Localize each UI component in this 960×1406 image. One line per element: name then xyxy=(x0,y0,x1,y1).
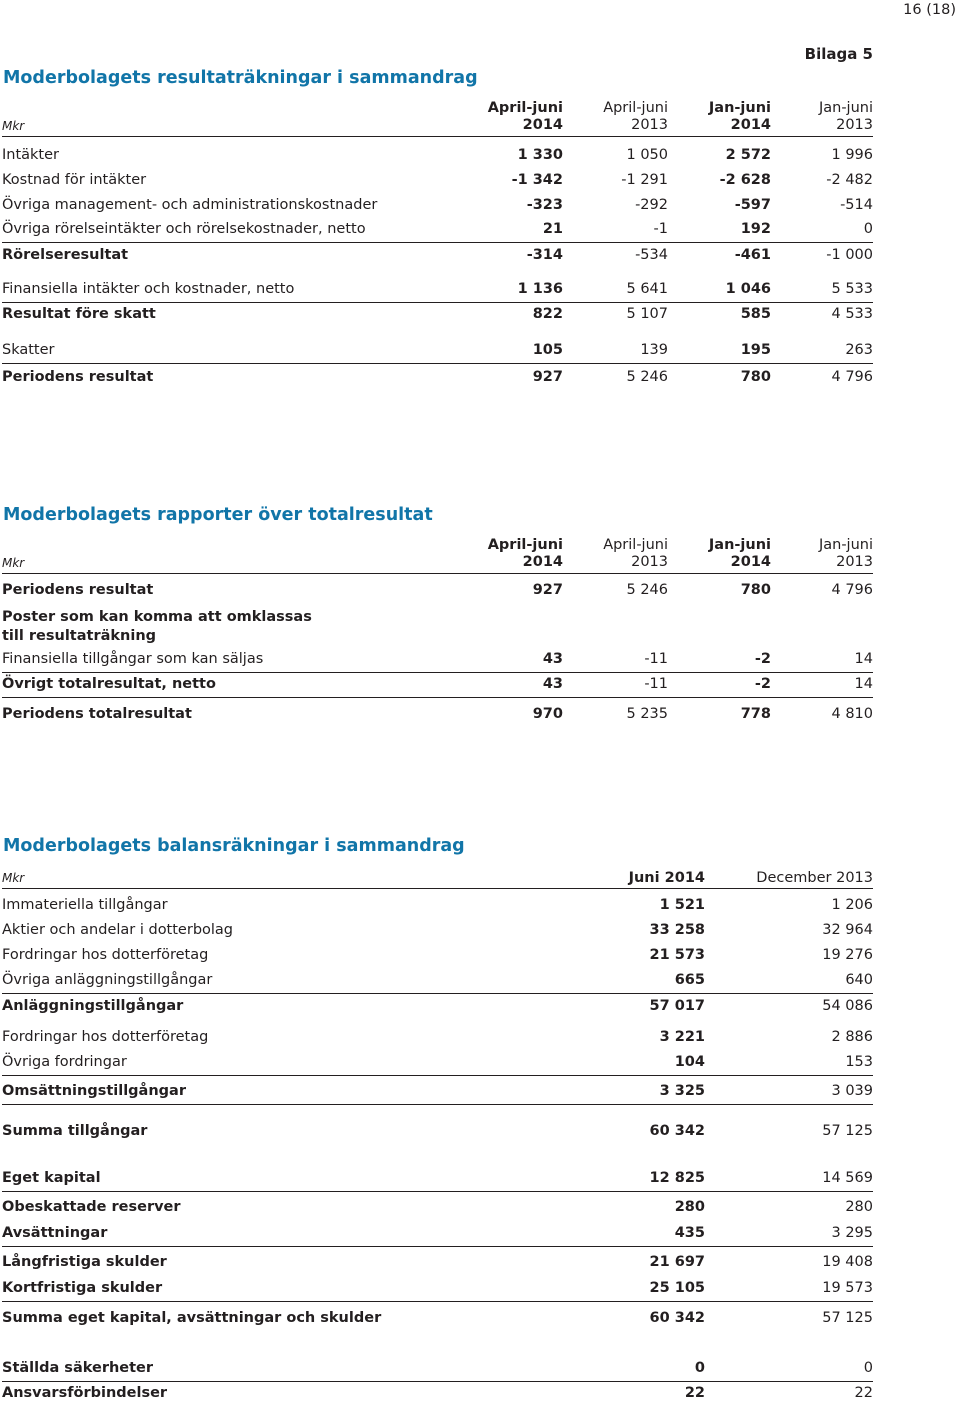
row-label: Rörelseresultat xyxy=(2,247,129,263)
cell: 1 046 xyxy=(725,281,771,297)
cell: 21 xyxy=(542,221,563,237)
cell: -11 xyxy=(644,676,668,692)
cell: -2 xyxy=(754,676,771,692)
row-label: Övriga fordringar xyxy=(2,1054,127,1070)
col-header: Juni 2014 xyxy=(628,870,705,886)
table-row xyxy=(2,1277,873,1302)
cell: 3 221 xyxy=(659,1029,705,1045)
col-header: April-juni 2013 xyxy=(603,537,668,570)
cell: -1 342 xyxy=(511,172,563,188)
table-row xyxy=(2,1357,873,1382)
cell: 60 342 xyxy=(649,1310,705,1326)
cell: 780 xyxy=(740,582,771,598)
cell: 153 xyxy=(845,1054,873,1070)
cell: 927 xyxy=(532,582,563,598)
cell: 0 xyxy=(863,221,873,237)
cell: 139 xyxy=(640,342,668,358)
row-label: Fordringar hos dotterföretag xyxy=(2,1029,209,1045)
cell: 22 xyxy=(854,1385,873,1401)
cell: -11 xyxy=(644,651,668,667)
col-header: April-juni 2014 xyxy=(487,100,563,133)
row-label: Resultat före skatt xyxy=(2,306,156,322)
row-label: Ställda säkerheter xyxy=(2,1360,154,1376)
cell: 14 569 xyxy=(822,1170,873,1186)
page-number: 16 (18) xyxy=(903,2,956,18)
row-label: Omsättningstillgångar xyxy=(2,1083,186,1099)
cell: 104 xyxy=(674,1054,705,1070)
row-label: Periodens resultat xyxy=(2,369,154,385)
cell: 3 039 xyxy=(831,1083,873,1099)
cell: 3 325 xyxy=(659,1083,705,1099)
cell: 57 125 xyxy=(822,1123,873,1139)
row-label: Summa eget kapital, avsättningar och skulder xyxy=(2,1310,382,1326)
balance-title: Moderbolagets balansräkningar i sammandrag xyxy=(3,836,465,856)
row-label: Immateriella tillgångar xyxy=(2,897,168,913)
row-label: Finansiella intäkter och kostnader, netto xyxy=(2,281,295,297)
cell: 105 xyxy=(532,342,563,358)
cell: 2 886 xyxy=(831,1029,873,1045)
cell: 14 xyxy=(854,651,873,667)
cell: 14 xyxy=(854,676,873,692)
row-label: Periodens resultat xyxy=(2,582,154,598)
table-row xyxy=(2,969,873,994)
row-label: Avsättningar xyxy=(2,1225,108,1241)
cell: 0 xyxy=(863,1360,873,1376)
table-row xyxy=(2,1251,873,1275)
balance-header xyxy=(2,864,873,889)
cell: 5 235 xyxy=(626,706,668,722)
cell: 1 050 xyxy=(626,147,668,163)
cell: 5 641 xyxy=(626,281,668,297)
cell: 280 xyxy=(674,1199,705,1215)
cell: 60 342 xyxy=(649,1123,705,1139)
cell: 19 276 xyxy=(822,947,873,963)
cell: 263 xyxy=(845,342,873,358)
table-row xyxy=(2,366,873,390)
cell: -323 xyxy=(526,197,563,213)
col-header: Jan-juni 2014 xyxy=(708,100,771,133)
mkr-label: Mkr xyxy=(2,871,25,885)
cell: 3 295 xyxy=(831,1225,873,1241)
table-row xyxy=(2,1222,873,1247)
cell: -461 xyxy=(734,247,771,263)
table-row xyxy=(2,1051,873,1076)
cell: -2 628 xyxy=(719,172,771,188)
table-row xyxy=(2,278,873,303)
cell: 19 408 xyxy=(822,1254,873,1270)
col-header: December 2013 xyxy=(756,870,873,886)
row-label: Summa tillgångar xyxy=(2,1123,148,1139)
cell: 21 573 xyxy=(649,947,705,963)
table-row xyxy=(2,1196,873,1220)
row-label: Kostnad för intäkter xyxy=(2,172,147,188)
table-row xyxy=(2,1307,873,1331)
row-label: Obeskattade reserver xyxy=(2,1199,181,1215)
col-header: April-juni 2013 xyxy=(603,100,668,133)
table-row xyxy=(2,194,873,218)
cell: -597 xyxy=(734,197,771,213)
comprehensive-header xyxy=(2,537,873,574)
row-label: Ansvarsförbindelser xyxy=(2,1385,168,1401)
cell: 2 572 xyxy=(725,147,771,163)
cell: 280 xyxy=(845,1199,873,1215)
cell: 57 017 xyxy=(649,998,705,1014)
table-row xyxy=(2,579,873,603)
cell: 12 825 xyxy=(649,1170,705,1186)
row-label: Intäkter xyxy=(2,147,60,163)
cell: 1 206 xyxy=(831,897,873,913)
row-label: Kortfristiga skulder xyxy=(2,1280,163,1296)
cell: 822 xyxy=(532,306,563,322)
cell: 54 086 xyxy=(822,998,873,1014)
appendix-label: Bilaga 5 xyxy=(804,45,873,63)
row-label: Periodens totalresultat xyxy=(2,706,192,722)
col-header: Jan-juni 2014 xyxy=(708,537,771,570)
cell: 43 xyxy=(542,676,563,692)
cell: -314 xyxy=(526,247,563,263)
table-row xyxy=(2,1167,873,1192)
mkr-label: Mkr xyxy=(2,556,25,570)
cell: 21 697 xyxy=(649,1254,705,1270)
row-label: Fordringar hos dotterföretag xyxy=(2,947,209,963)
cell: 780 xyxy=(740,369,771,385)
row-label: Aktier och andelar i dotterbolag xyxy=(2,922,234,938)
cell: 5 246 xyxy=(626,369,668,385)
cell: 33 258 xyxy=(649,922,705,938)
table-row xyxy=(2,944,873,968)
cell: 970 xyxy=(532,706,563,722)
row-label: Finansiella tillgångar som kan säljas xyxy=(2,651,264,667)
cell: -514 xyxy=(840,197,873,213)
table-row xyxy=(2,218,873,243)
table-row xyxy=(2,673,873,698)
cell: 665 xyxy=(674,972,705,988)
cell: 640 xyxy=(845,972,873,988)
row-label: Övriga anläggningstillgångar xyxy=(2,972,213,988)
table-row xyxy=(2,244,873,268)
cell: 778 xyxy=(740,706,771,722)
table-row xyxy=(2,169,873,193)
table-row xyxy=(2,1080,873,1105)
table-row xyxy=(2,1120,873,1144)
row-label: Skatter xyxy=(2,342,55,358)
col-header: Jan-juni 2013 xyxy=(818,537,873,570)
cell: 25 105 xyxy=(649,1280,705,1296)
section-subheading: Poster som kan komma att omklassas till resultaträkning xyxy=(2,609,312,644)
cell: 585 xyxy=(740,306,771,322)
cell: 195 xyxy=(740,342,771,358)
cell: 5 246 xyxy=(626,582,668,598)
table-row xyxy=(2,995,873,1019)
table-row xyxy=(2,1026,873,1050)
cell: 1 330 xyxy=(517,147,563,163)
cell: 43 xyxy=(542,651,563,667)
cell: 0 xyxy=(694,1360,705,1376)
col-header: Jan-juni 2013 xyxy=(818,100,873,133)
table-row xyxy=(2,303,873,327)
cell: 1 996 xyxy=(831,147,873,163)
cell: 1 136 xyxy=(517,281,563,297)
row-label: Långfristiga skulder xyxy=(2,1254,167,1270)
row-label: Övrigt totalresultat, netto xyxy=(2,676,216,692)
row-label: Eget kapital xyxy=(2,1170,101,1186)
table-row xyxy=(2,894,873,918)
cell: 4 810 xyxy=(831,706,873,722)
cell: 435 xyxy=(674,1225,705,1241)
cell: -292 xyxy=(635,197,668,213)
cell: -1 xyxy=(653,221,668,237)
cell: -534 xyxy=(635,247,668,263)
cell: 57 125 xyxy=(822,1310,873,1326)
cell: 5 533 xyxy=(831,281,873,297)
cell: -1 000 xyxy=(826,247,873,263)
cell: 4 533 xyxy=(831,306,873,322)
col-header: April-juni 2014 xyxy=(487,537,563,570)
table-row xyxy=(2,1382,873,1406)
cell: 19 573 xyxy=(822,1280,873,1296)
row-label: Anläggningstillgångar xyxy=(2,998,184,1014)
cell: 32 964 xyxy=(822,922,873,938)
cell: 192 xyxy=(740,221,771,237)
comprehensive-title: Moderbolagets rapporter över totalresultat xyxy=(3,505,433,525)
table-row xyxy=(2,919,873,943)
table-row xyxy=(2,339,873,364)
cell: -1 291 xyxy=(621,172,668,188)
mkr-label: Mkr xyxy=(2,119,25,133)
cell: -2 xyxy=(754,651,771,667)
table-row xyxy=(2,703,873,727)
table-row xyxy=(2,648,873,673)
row-label: Övriga management- och administrationskostnader xyxy=(2,197,378,213)
cell: 4 796 xyxy=(831,369,873,385)
cell: 927 xyxy=(532,369,563,385)
cell: 5 107 xyxy=(626,306,668,322)
cell: 1 521 xyxy=(659,897,705,913)
cell: -2 482 xyxy=(826,172,873,188)
table-row xyxy=(2,144,873,168)
income-header xyxy=(2,100,873,137)
cell: 4 796 xyxy=(831,582,873,598)
row-label: Övriga rörelseintäkter och rörelsekostnader, netto xyxy=(2,221,366,237)
income-title: Moderbolagets resultaträkningar i sammandrag xyxy=(3,68,478,88)
cell: 22 xyxy=(684,1385,705,1401)
